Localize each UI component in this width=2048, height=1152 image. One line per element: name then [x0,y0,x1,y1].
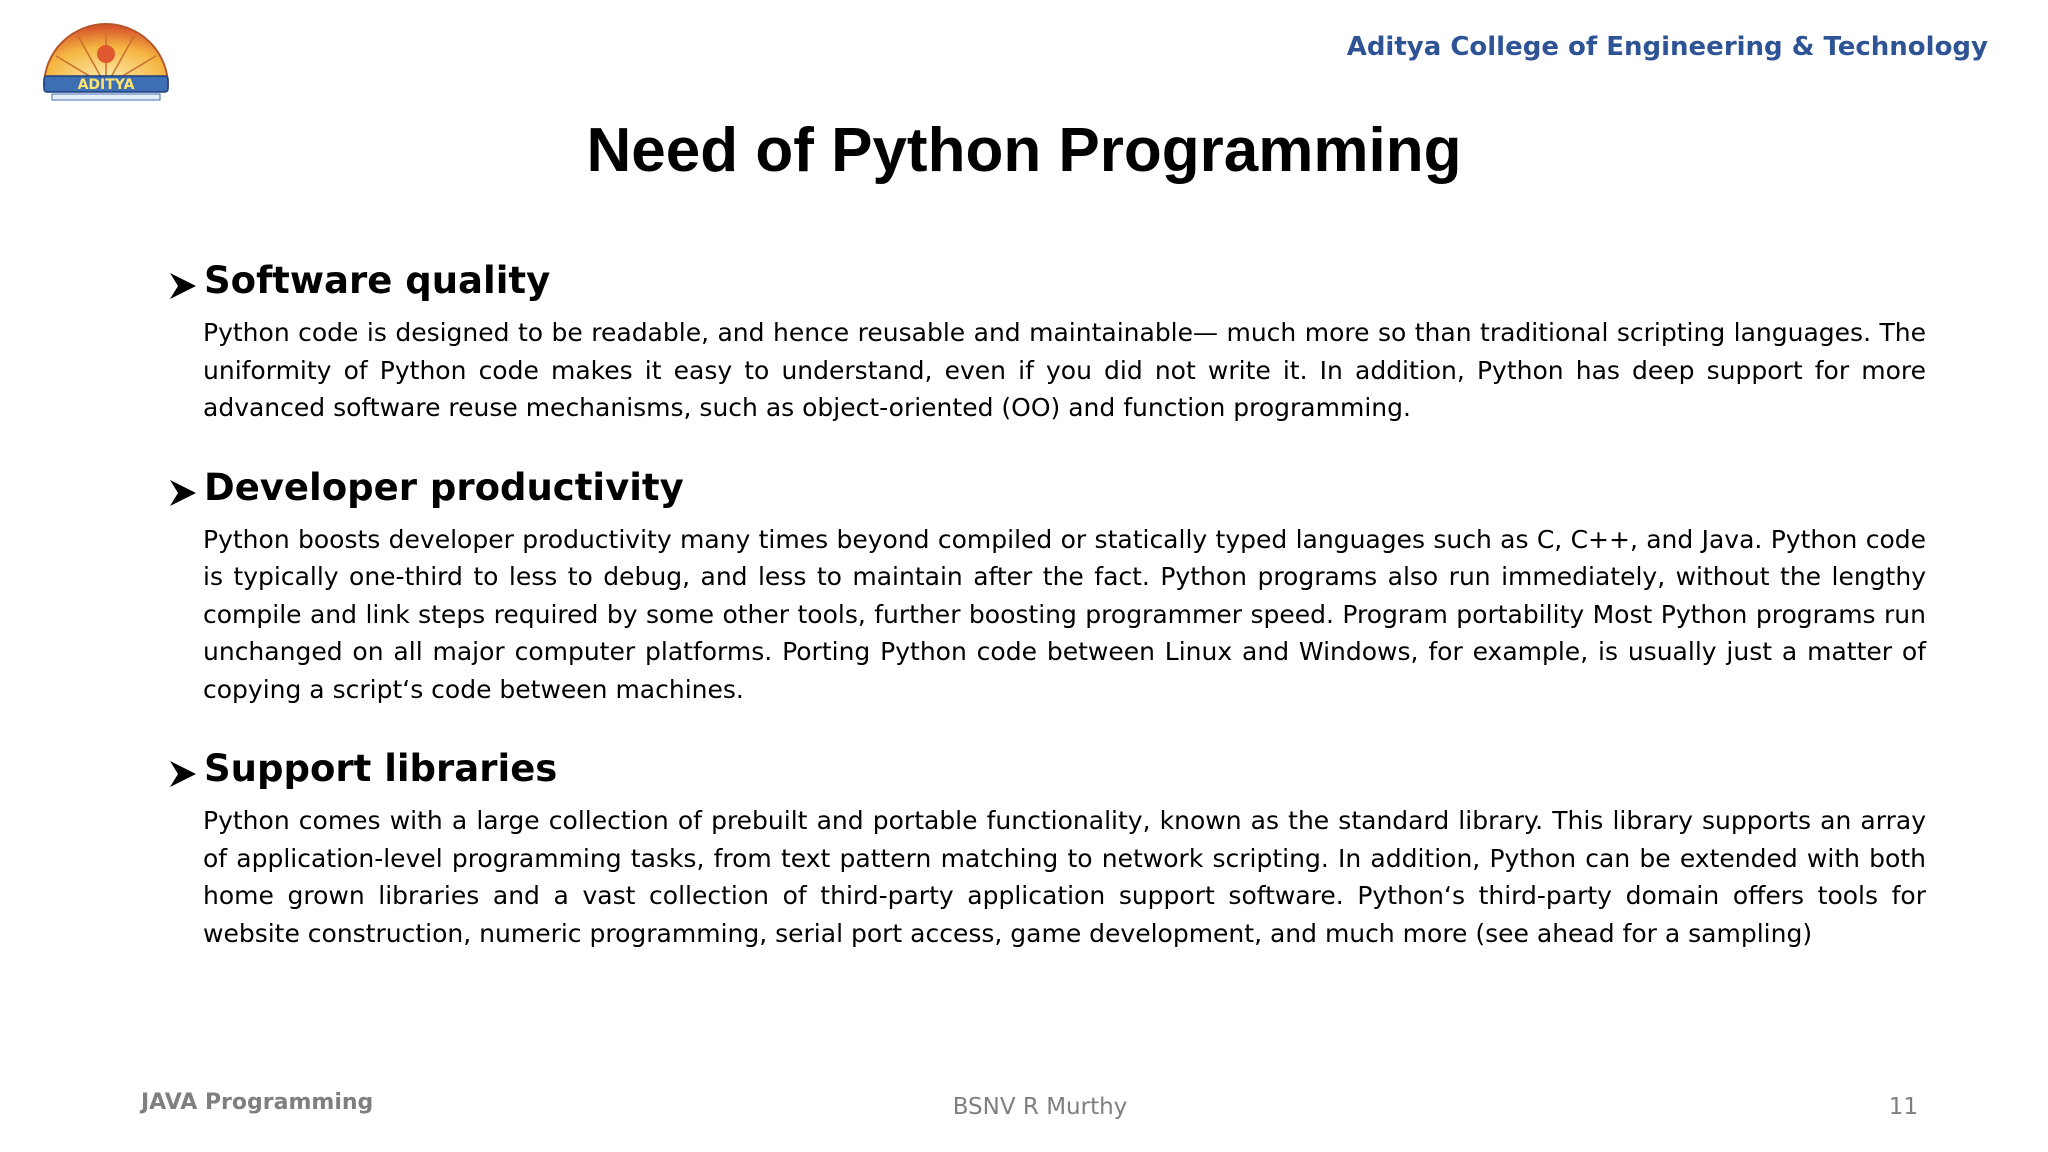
section-heading [166,254,1926,308]
slide-title: Need of Python Programming [586,116,1462,185]
footer-author: BSNV R Murthy [952,1094,1128,1120]
footer-page-number: 11 [1888,1094,1918,1120]
section-body-text: Python code is designed to be readable, and hence reusable and maintainable— much more so than traditional scripting languages. The uniformity of Python code makes it easy to understand, even if you did not write it. In addition, Python has deep support for more advanced software reuse mechanisms, such as object-oriented (OO) and function programming. [203,318,1926,422]
section-heading-text: Software quality [204,259,551,302]
section-software-quality [166,254,1926,427]
section-body-text: Python comes with a large collection of prebuilt and portable functionality, known as the standard library. This library supports an array of application-level programming tasks, from text pattern matching to network scripting. In addition, Python can be extended with both home grown libraries and a vast collection of third-party application support software. Python‘s third-party domain offers tools for website construction, numeric programming, serial port access, game development, and much more (see ahead for a sampling) [203,806,1926,948]
arrow-bullet-icon [166,264,200,298]
arrow-bullet-icon [166,471,200,505]
section-heading-text: Support libraries [204,747,558,790]
college-name: Aditya College of Engineering & Technology [1346,32,1988,62]
arrow-bullet-icon [166,752,200,786]
section-heading [166,742,1926,796]
college-logo-icon [38,20,174,104]
footer-course: JAVA Programming [141,1090,374,1115]
section-heading [166,461,1926,515]
section-heading-text: Developer productivity [204,465,684,509]
section-body-text: Python boosts developer productivity many times beyond compiled or statically typed languages such as C, C++, and Java. Python code is typically one-third to less to debug, and less to maintain after the fact. Python programs also run immediately, without the lengthy compile and link steps required by some other tools, further boosting programmer speed. Program portability Most Python programs run unchanged on all major computer platforms. Porting Python code between Linux and Windows, for example, is usually just a matter of copying a script‘s code between machines. [203,524,1926,704]
section-developer-productivity [166,461,1926,709]
slide-content [166,254,1926,986]
section-support-libraries [166,742,1926,952]
svg-text:ADITYA: ADITYA [77,77,135,93]
